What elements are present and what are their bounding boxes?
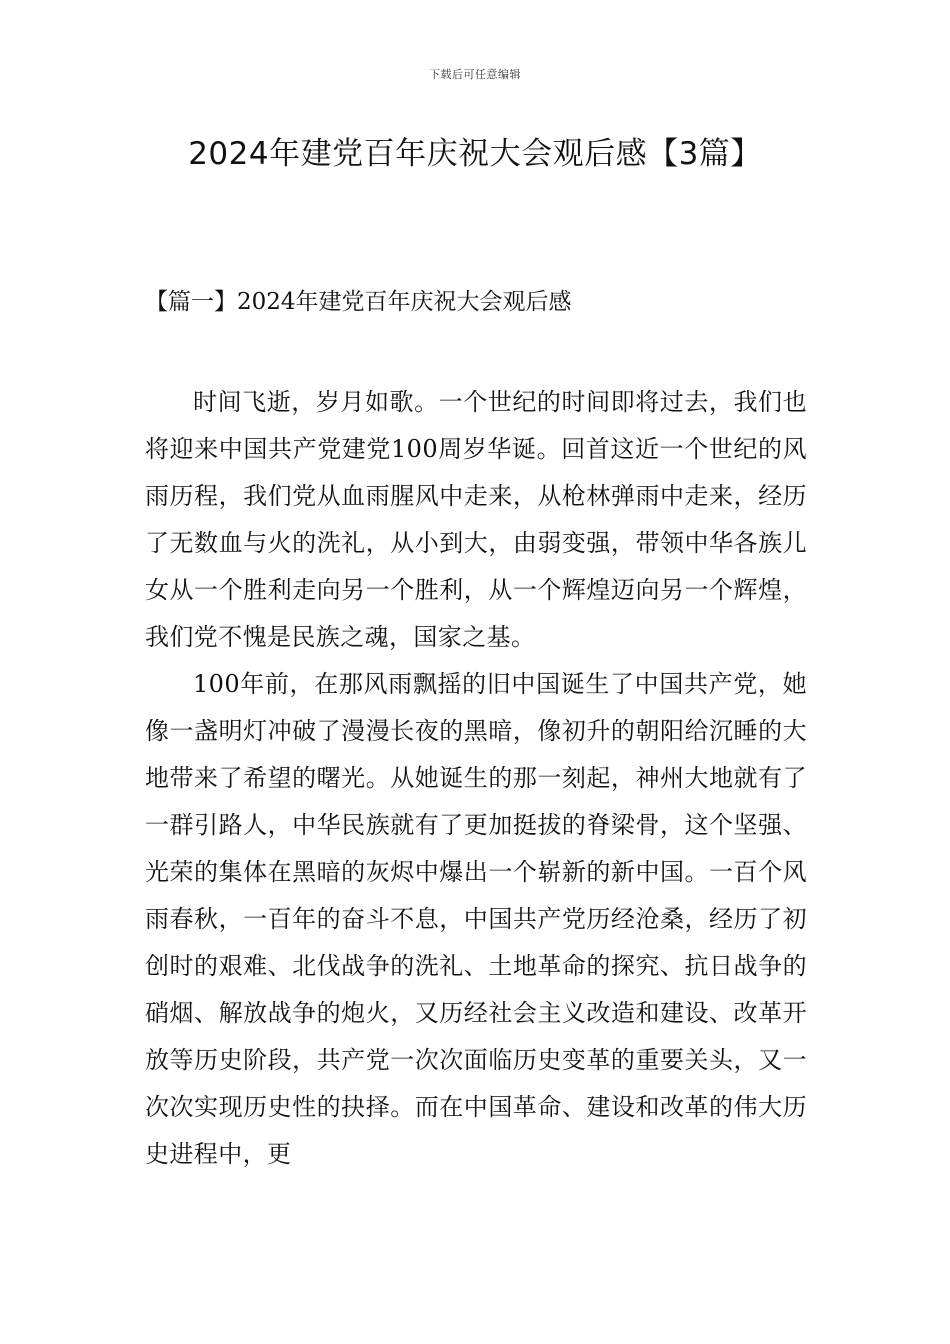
section-heading: 【篇一】2024年建党百年庆祝大会观后感 [145, 289, 572, 315]
document-title: 2024年建党百年庆祝大会观后感【3篇】 [188, 136, 762, 172]
header-note: 下载后可任意编辑 [429, 68, 521, 81]
body-text [145, 379, 807, 1178]
paragraph: 100年前，在那风雨飘摇的旧中国诞生了中国共产党，她像一盏明灯冲破了漫漫长夜的黑暗，像初升的朝阳给沉睡的大地带来了希望的曙光。从她诞生的那一刻起，神州大地就有了一群引路人，中华民族就有了更加挺拔的脊梁骨，这个坚强、光荣的集体在黑暗的灰烬中爆出一个崭新的新中国。一百个风雨春秋，一百年的奋斗不息，中国共产党历经沧桑，经历了初创时的艰难、北伐战争的洗礼、土地革命的探究、抗日战争的硝烟、解放战争的炮火，又历经社会主义改造和建设、改革开放等历史阶段，共产党一次次面临历史变革的重要关头，又一次次实现历史性的抉择。而在中国革命、建设和改革的伟大历史进程中，更 [145, 670, 807, 1168]
paragraph: 时间飞逝，岁月如歌。一个世纪的时间即将过去，我们也将迎来中国共产党建党100周岁华诞。回首这近一个世纪的风雨历程，我们党从血雨腥风中走来，从枪林弹雨中走来，经历了无数血与火的洗礼，从小到大，由弱变强，带领中华各族儿女从一个胜利走向另一个胜利，从一个辉煌迈向另一个辉煌，我们党不愧是民族之魂，国家之基。 [145, 388, 807, 651]
